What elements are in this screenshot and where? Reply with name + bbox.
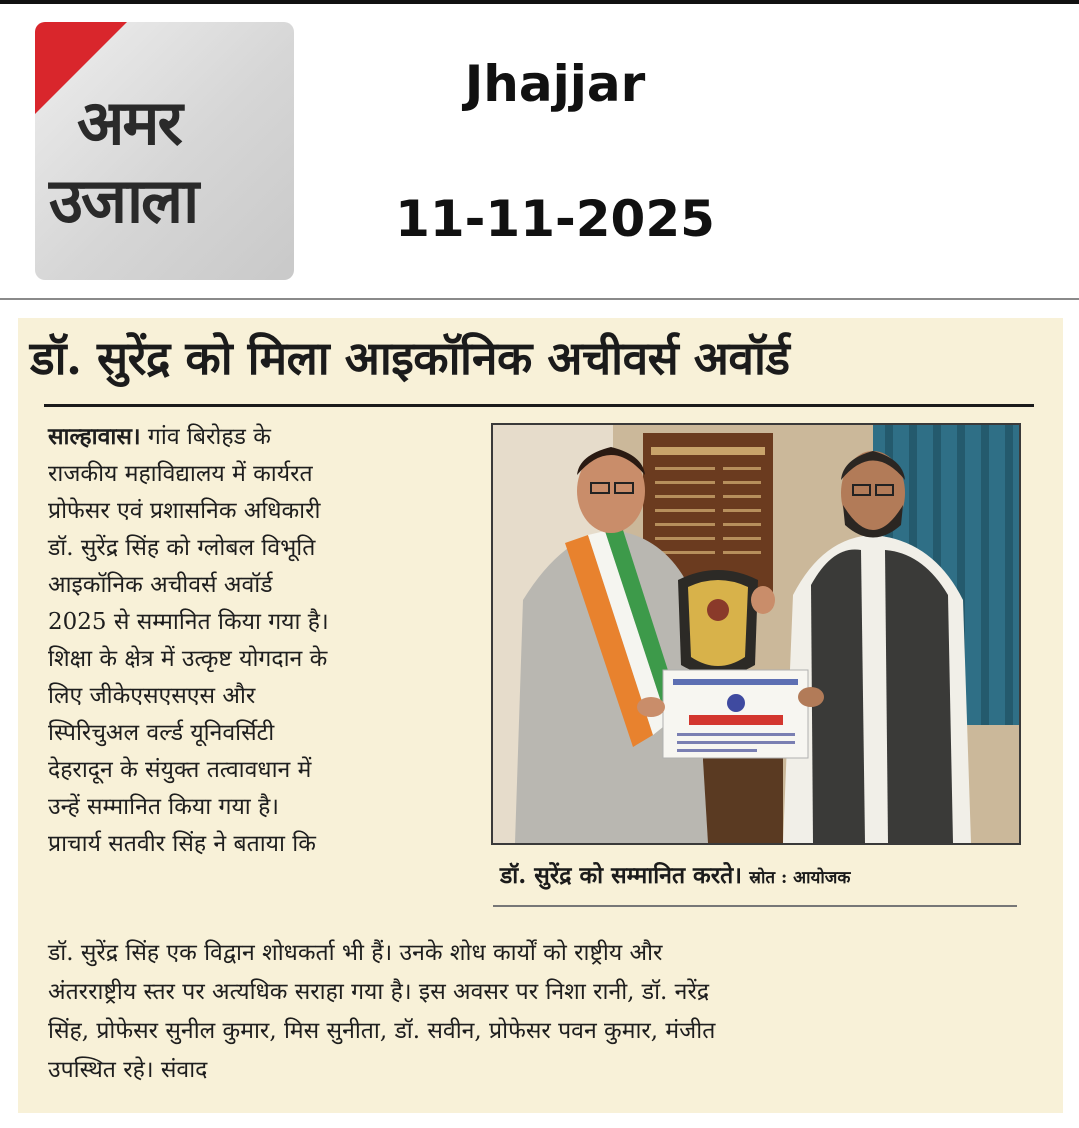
top-rule xyxy=(0,0,1079,4)
logo-line-2: उजाला xyxy=(49,164,198,237)
article-line: शिक्षा के क्षेत्र में उत्कृष्ट योगदान के xyxy=(48,646,328,672)
caption-text: डॉ. सुरेंद्र को सम्मानित करते। xyxy=(500,862,742,889)
article-line: राजकीय महाविद्यालय में कार्यरत xyxy=(48,461,313,487)
article-line: प्रोफेसर एवं प्रशासनिक अधिकारी xyxy=(48,498,321,524)
edition-city: Jhajjar xyxy=(464,55,646,113)
photo-credit: स्रोत : आयोजक xyxy=(749,868,851,888)
article-line: आइकॉनिक अचीवर्स अवॉर्ड xyxy=(48,572,273,598)
article-column xyxy=(48,418,488,863)
article-line: स्पिरिचुअल वर्ल्ड यूनिवर्सिटी xyxy=(48,720,275,746)
article-continuation xyxy=(48,934,1038,1090)
header-divider xyxy=(0,298,1079,300)
article-line: सिंह, प्रोफेसर सुनील कुमार, मिस सुनीता, डॉ. सवीन, प्रोफेसर पवन कुमार, मंजीत xyxy=(48,1018,716,1044)
article-line: लिए जीकेएसएसएस और xyxy=(48,683,256,709)
article-line: उपस्थित रहे। संवाद xyxy=(48,1057,208,1083)
article-line: उन्हें सम्मानित किया गया है। xyxy=(48,794,280,820)
award-photo-illustration xyxy=(493,425,1019,843)
logo-line-1: अमर xyxy=(77,86,181,159)
amar-ujala-logo xyxy=(35,22,294,280)
headline-rule xyxy=(44,404,1034,407)
article-line: 2025 से सम्मानित किया गया है। xyxy=(48,609,329,635)
article-line: अंतरराष्ट्रीय स्तर पर अत्यधिक सराहा गया है। इस अवसर पर निशा रानी, डॉ. नरेंद्र xyxy=(48,979,710,1005)
photo-caption xyxy=(500,858,1020,890)
article-line: प्राचार्य सतवीर सिंह ने बताया कि xyxy=(48,831,316,857)
article-line-text: गांव बिरोहड के xyxy=(140,424,271,450)
award-ceremony-photo xyxy=(491,423,1021,845)
edition-date: 11-11-2025 xyxy=(395,190,715,248)
article-line xyxy=(48,418,488,456)
article-line: देहरादून के संयुक्त तत्वावधान में xyxy=(48,757,312,783)
dateline: साल्हावास। xyxy=(48,423,141,450)
article-headline: डॉ. सुरेंद्र को मिला आइकॉनिक अचीवर्स अवॉर्ड xyxy=(30,331,790,385)
article-line: डॉ. सुरेंद्र सिंह एक विद्वान शोधकर्ता भी हैं। उनके शोध कार्यों को राष्ट्रीय और xyxy=(48,940,663,966)
article-line: डॉ. सुरेंद्र सिंह को ग्लोबल विभूति xyxy=(48,535,316,561)
caption-rule xyxy=(493,905,1017,907)
